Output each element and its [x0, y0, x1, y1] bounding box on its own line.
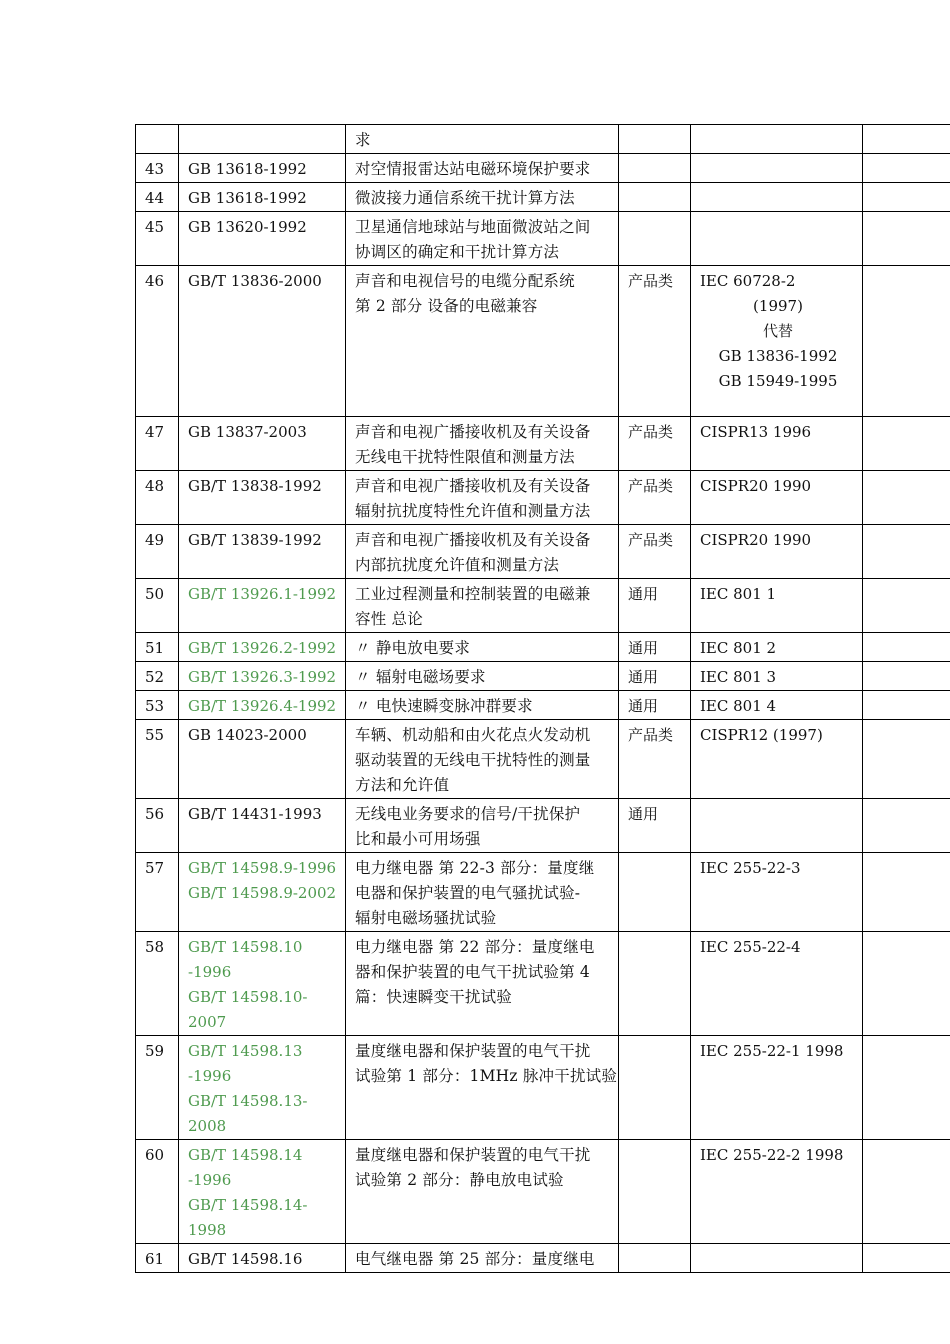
- table-row: [136, 125, 950, 154]
- equivalent-standard-line: IEC 60728-2: [700, 272, 796, 290]
- standard-title: [346, 125, 619, 154]
- equivalent-standard-line: IEC 801 2: [700, 639, 777, 657]
- standard-category: 通用: [619, 633, 691, 662]
- equivalent-standard: [691, 662, 863, 691]
- standard-title-line: 电器和保护装置的电气骚扰试验-: [355, 884, 581, 902]
- remarks-cell: [863, 662, 950, 691]
- standard-code: [179, 799, 346, 853]
- standard-title: [346, 799, 619, 853]
- row-number: 59: [136, 1036, 179, 1140]
- table-row: [136, 932, 950, 1036]
- remarks-cell: [863, 579, 950, 633]
- standard-category: [619, 932, 691, 1036]
- standards-table: [135, 124, 950, 1273]
- row-number: 55: [136, 720, 179, 799]
- equivalent-standard-line: IEC 801 3: [700, 668, 777, 686]
- standard-code: [179, 525, 346, 579]
- table-row: [136, 154, 950, 183]
- standard-code-line: GB 14023-2000: [188, 726, 307, 744]
- standard-code: [179, 212, 346, 266]
- standard-code-line: 1998: [188, 1221, 227, 1239]
- remarks-cell: [863, 633, 950, 662]
- table-row: [136, 691, 950, 720]
- standard-code: [179, 1036, 346, 1140]
- row-number: 48: [136, 471, 179, 525]
- standard-code: [179, 471, 346, 525]
- standard-title: [346, 1140, 619, 1244]
- table-row: [136, 1244, 950, 1273]
- standard-category: 通用: [619, 662, 691, 691]
- remarks-cell: [863, 720, 950, 799]
- row-number: 53: [136, 691, 179, 720]
- standard-category: [619, 1140, 691, 1244]
- equivalent-standard: [691, 154, 863, 183]
- standard-category: 产品类: [619, 417, 691, 471]
- remarks-cell: [863, 266, 950, 417]
- standard-code-line: GB/T 14598.10: [188, 938, 303, 956]
- standard-code-line: GB/T 14598.13-: [188, 1092, 308, 1110]
- standard-title-line: 驱动装置的无线电干扰特性的测量: [355, 751, 591, 769]
- row-number: 56: [136, 799, 179, 853]
- standard-title: [346, 266, 619, 417]
- standard-title-line: 电力继电器 第 22 部分：量度继电: [355, 938, 595, 956]
- standard-title: [346, 1036, 619, 1140]
- standard-title: [346, 579, 619, 633]
- standard-title-line: 协调区的确定和干扰计算方法: [355, 243, 560, 261]
- row-number: 49: [136, 525, 179, 579]
- standard-code: [179, 266, 346, 417]
- standard-title-line: 微波接力通信系统干扰计算方法: [355, 189, 575, 207]
- standard-title-line: 〃 电快速瞬变脉冲群要求: [355, 697, 533, 715]
- standard-title: [346, 183, 619, 212]
- standard-code: [179, 154, 346, 183]
- standard-title: [346, 471, 619, 525]
- standard-title-line: 内部抗扰度允许值和测量方法: [355, 556, 560, 574]
- standard-title-line: 电气继电器 第 25 部分：量度继电: [355, 1250, 595, 1268]
- table-row: [136, 662, 950, 691]
- table-row: [136, 212, 950, 266]
- equivalent-standard: [691, 720, 863, 799]
- equivalent-standard: [691, 125, 863, 154]
- equivalent-standard-line: IEC 255-22-1 1998: [700, 1042, 844, 1060]
- standard-category: [619, 853, 691, 932]
- standard-code: [179, 417, 346, 471]
- standard-code-line: -1996: [188, 1067, 232, 1085]
- equivalent-standard-line: 代替: [762, 322, 793, 340]
- equivalent-standard-line: (1997): [753, 297, 803, 315]
- equivalent-standard: [691, 579, 863, 633]
- standard-title-line: 无线电干扰特性限值和测量方法: [355, 448, 575, 466]
- equivalent-standard: [691, 183, 863, 212]
- standard-title-line: 试验第 2 部分：静电放电试验: [355, 1171, 564, 1189]
- standard-title-line: 声音和电视广播接收机及有关设备: [355, 531, 591, 549]
- standard-title-line: 比和最小可用场强: [355, 830, 481, 848]
- remarks-cell: [863, 417, 950, 471]
- standard-category: 产品类: [619, 720, 691, 799]
- table-row: [136, 1140, 950, 1244]
- table-row: [136, 417, 950, 471]
- equivalent-standard: [691, 1244, 863, 1273]
- standard-category: [619, 1244, 691, 1273]
- equivalent-standard: [691, 633, 863, 662]
- row-number: 61: [136, 1244, 179, 1273]
- equivalent-standard-line: IEC 255-22-4: [700, 938, 801, 956]
- standard-category: [619, 125, 691, 154]
- standard-title: [346, 154, 619, 183]
- standard-title-line: 声音和电视广播接收机及有关设备: [355, 423, 591, 441]
- equivalent-standard: [691, 212, 863, 266]
- standard-category: 产品类: [619, 525, 691, 579]
- standard-code-line: GB 13837-2003: [188, 423, 307, 441]
- table-row: [136, 579, 950, 633]
- standard-title-line: 量度继电器和保护装置的电气干扰: [355, 1042, 591, 1060]
- standard-title-line: 声音和电视广播接收机及有关设备: [355, 477, 591, 495]
- standard-code: [179, 183, 346, 212]
- standard-title: [346, 417, 619, 471]
- standard-code: [179, 691, 346, 720]
- table-row: [136, 633, 950, 662]
- table-row: [136, 525, 950, 579]
- standard-title-line: 电力继电器 第 22-3 部分：量度继: [355, 859, 595, 877]
- equivalent-standard: [691, 691, 863, 720]
- standard-category: 通用: [619, 579, 691, 633]
- standard-title-line: 无线电业务要求的信号/干扰保护: [355, 805, 581, 823]
- standard-code-line: GB/T 14598.9-2002: [188, 884, 337, 902]
- standard-title-line: 量度继电器和保护装置的电气干扰: [355, 1146, 591, 1164]
- equivalent-standard: [691, 799, 863, 853]
- remarks-cell: [863, 1244, 950, 1273]
- standard-title-line: 辐射抗扰度特性允许值和测量方法: [355, 502, 591, 520]
- standard-category: [619, 1036, 691, 1140]
- standard-category: 通用: [619, 691, 691, 720]
- standard-code: [179, 579, 346, 633]
- equivalent-standard-line: IEC 255-22-3: [700, 859, 801, 877]
- standard-code-line: GB/T 13926.4-1992: [188, 697, 337, 715]
- standard-code-line: GB/T 14431-1993: [188, 805, 322, 823]
- equivalent-standard: [691, 471, 863, 525]
- standard-title-line: 求: [355, 131, 371, 149]
- row-number: 45: [136, 212, 179, 266]
- standard-code-line: 2008: [188, 1117, 227, 1135]
- standard-title: [346, 662, 619, 691]
- standard-code-line: GB/T 13836-2000: [188, 272, 322, 290]
- table-row: [136, 471, 950, 525]
- row-number: 47: [136, 417, 179, 471]
- standard-code-line: GB/T 14598.14-: [188, 1196, 308, 1214]
- equivalent-standard: [691, 525, 863, 579]
- standard-title-line: 声音和电视信号的电缆分配系统: [355, 272, 575, 290]
- remarks-cell: [863, 212, 950, 266]
- standard-category: 通用: [619, 799, 691, 853]
- standard-title: [346, 212, 619, 266]
- standard-code-line: GB/T 13926.3-1992: [188, 668, 337, 686]
- table-row: [136, 266, 950, 417]
- standard-title: [346, 932, 619, 1036]
- standard-code-line: GB/T 14598.14: [188, 1146, 303, 1164]
- equivalent-standard-line: CISPR13 1996: [700, 423, 812, 441]
- row-number: 43: [136, 154, 179, 183]
- row-number: 50: [136, 579, 179, 633]
- row-number: [136, 125, 179, 154]
- table-row: [136, 799, 950, 853]
- equivalent-standard: [691, 932, 863, 1036]
- remarks-cell: [863, 183, 950, 212]
- standard-code-line: GB 13620-1992: [188, 218, 307, 236]
- equivalent-standard-line: IEC 801 4: [700, 697, 777, 715]
- remarks-cell: [863, 799, 950, 853]
- standard-category: [619, 154, 691, 183]
- remarks-cell: [863, 1036, 950, 1140]
- standard-code-line: GB/T 13839-1992: [188, 531, 322, 549]
- standards-table-body: [136, 125, 950, 1273]
- standard-title: [346, 853, 619, 932]
- standard-code-line: GB 13618-1992: [188, 160, 307, 178]
- standard-title-line: 〃 辐射电磁场要求: [355, 668, 486, 686]
- table-row: [136, 1036, 950, 1140]
- remarks-cell: [863, 154, 950, 183]
- standard-category: [619, 212, 691, 266]
- standard-title-line: 器和保护装置的电气干扰试验第 4: [355, 963, 590, 981]
- row-number: 57: [136, 853, 179, 932]
- remarks-cell: [863, 125, 950, 154]
- standard-category: 产品类: [619, 471, 691, 525]
- equivalent-standard-line: IEC 801 1: [700, 585, 777, 603]
- standard-title-line: 工业过程测量和控制装置的电磁兼: [355, 585, 591, 603]
- standard-title-line: 容性 总论: [355, 610, 423, 628]
- standard-title-line: 车辆、机动船和由火花点火发动机: [355, 726, 591, 744]
- standard-title: [346, 720, 619, 799]
- standard-title-line: 辐射电磁场骚扰试验: [355, 909, 497, 927]
- standard-title-line: 第 2 部分 设备的电磁兼容: [355, 297, 538, 315]
- remarks-cell: [863, 691, 950, 720]
- equivalent-standard: [691, 417, 863, 471]
- standard-code: [179, 720, 346, 799]
- equivalent-standard-line: GB 13836-1992: [718, 347, 838, 365]
- row-number: 60: [136, 1140, 179, 1244]
- standard-title-line: 试验第 1 部分：1MHz 脉冲干扰试验: [355, 1067, 618, 1085]
- standard-code: [179, 1244, 346, 1273]
- standard-code: [179, 853, 346, 932]
- standard-code-line: GB/T 13926.1-1992: [188, 585, 337, 603]
- row-number: 46: [136, 266, 179, 417]
- standard-title: [346, 691, 619, 720]
- standard-code-line: GB/T 14598.10-: [188, 988, 308, 1006]
- standard-title: [346, 633, 619, 662]
- standard-code-line: 2007: [188, 1013, 227, 1031]
- standard-title-line: 方法和允许值: [355, 776, 450, 794]
- standard-title-line: 卫星通信地球站与地面微波站之间: [355, 218, 591, 236]
- standard-title: [346, 525, 619, 579]
- row-number: 51: [136, 633, 179, 662]
- standard-code: [179, 633, 346, 662]
- standard-title-line: 〃 静电放电要求: [355, 639, 471, 657]
- standard-code-line: GB/T 14598.9-1996: [188, 859, 337, 877]
- standard-title-line: 对空情报雷达站电磁环境保护要求: [355, 160, 591, 178]
- standard-code-line: GB 13618-1992: [188, 189, 307, 207]
- equivalent-standard-line: CISPR20 1990: [700, 531, 812, 549]
- remarks-cell: [863, 932, 950, 1036]
- standard-title-line: 篇：快速瞬变干扰试验: [355, 988, 513, 1006]
- equivalent-standard: [691, 266, 863, 417]
- standard-code-line: GB/T 14598.13: [188, 1042, 303, 1060]
- standard-code-line: GB/T 13838-1992: [188, 477, 322, 495]
- remarks-cell: [863, 853, 950, 932]
- equivalent-standard-line: CISPR20 1990: [700, 477, 812, 495]
- standard-code-line: GB/T 13926.2-1992: [188, 639, 337, 657]
- equivalent-standard-line: GB 15949-1995: [718, 372, 838, 390]
- remarks-cell: [863, 1140, 950, 1244]
- equivalent-standard-line: IEC 255-22-2 1998: [700, 1146, 844, 1164]
- table-row: [136, 853, 950, 932]
- row-number: 44: [136, 183, 179, 212]
- standard-title: [346, 1244, 619, 1273]
- standard-code: [179, 1140, 346, 1244]
- row-number: 52: [136, 662, 179, 691]
- standard-category: 产品类: [619, 266, 691, 417]
- standard-code-line: GB/T 14598.16: [188, 1250, 303, 1268]
- equivalent-standard-line: CISPR12 (1997): [700, 726, 823, 744]
- remarks-cell: [863, 471, 950, 525]
- equivalent-standard: [691, 1140, 863, 1244]
- standard-code: [179, 932, 346, 1036]
- standard-code: [179, 125, 346, 154]
- standard-code: [179, 662, 346, 691]
- table-row: [136, 720, 950, 799]
- equivalent-standard: [691, 853, 863, 932]
- equivalent-standard: [691, 1036, 863, 1140]
- standard-category: [619, 183, 691, 212]
- row-number: 58: [136, 932, 179, 1036]
- standard-code-line: -1996: [188, 1171, 232, 1189]
- table-row: [136, 183, 950, 212]
- standard-code-line: -1996: [188, 963, 232, 981]
- remarks-cell: [863, 525, 950, 579]
